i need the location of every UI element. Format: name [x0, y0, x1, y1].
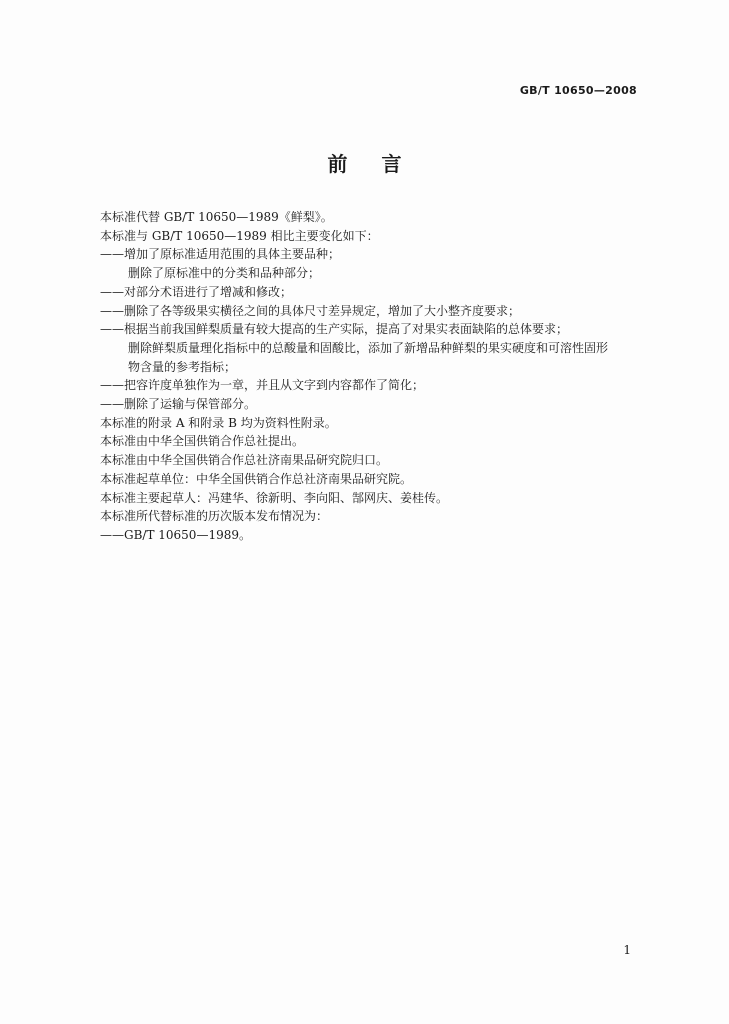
standard-code: GB/T 10650—2008	[519, 84, 637, 97]
paragraph: 本标准主要起草人：冯建华、徐新明、李向阳、郜网庆、姜桂传。	[100, 490, 449, 505]
paragraph: 本标准与 GB/T 10650—1989 相比主要变化如下：	[100, 228, 379, 243]
page-title: 前言	[327, 152, 436, 176]
change-item: ——增加了原标准适用范围的具体主要品种；	[100, 247, 341, 262]
change-item-continuation: 物含量的参考指标；	[128, 359, 237, 374]
change-item: ——把容许度单独作为一章，并且从文字到内容都作了简化；	[100, 378, 425, 393]
change-item: ——根据当前我国鲜梨质量有较大提高的生产实际，提高了对果实表面缺陷的总体要求；	[100, 322, 569, 337]
paragraph: ——GB/T 10650—1989。	[100, 527, 251, 542]
paragraph: 本标准起草单位：中华全国供销合作总社济南果品研究院。	[100, 471, 413, 486]
foreword-body	[100, 208, 640, 545]
change-item-continuation: 删除了原标准中的分类和品种部分；	[128, 266, 321, 281]
paragraph: 本标准的附录 A 和附录 B 均为资料性附录。	[100, 415, 337, 430]
change-item: ——对部分术语进行了增减和修改；	[100, 284, 293, 299]
page-number: 1	[623, 943, 631, 957]
paragraph: 本标准所代替标准的历次版本发布情况为：	[100, 509, 329, 524]
paragraph: 本标准代替 GB/T 10650—1989《鲜梨》。	[100, 210, 333, 224]
paragraph: 本标准由中华全国供销合作总社提出。	[100, 434, 305, 449]
change-item: ——删除了各等级果实横径之间的具体尺寸差异规定，增加了大小整齐度要求；	[100, 303, 521, 318]
change-item: ——删除了运输与保管部分。	[100, 397, 257, 412]
paragraph: 本标准由中华全国供销合作总社济南果品研究院归口。	[100, 453, 389, 468]
change-item-continuation: 删除鲜梨质量理化指标中的总酸量和固酸比，添加了新增品种鲜梨的果实硬度和可溶性固形	[128, 340, 609, 355]
